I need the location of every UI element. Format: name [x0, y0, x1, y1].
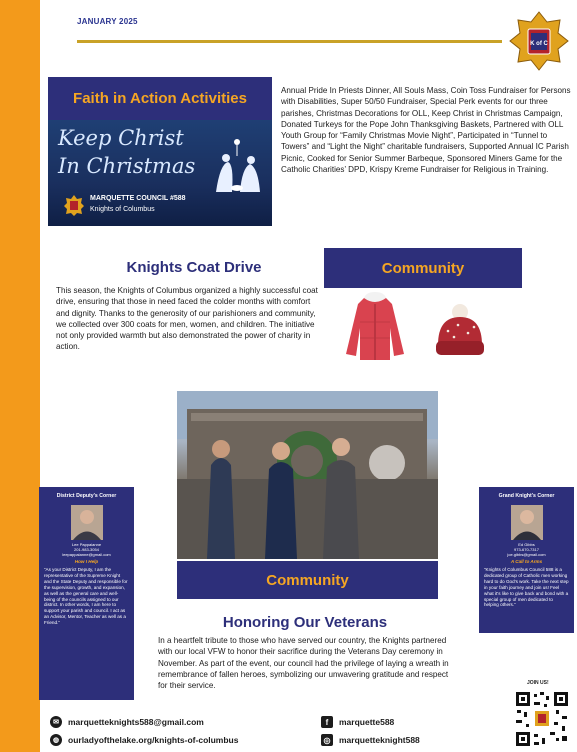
keep-christ-image [48, 120, 272, 226]
email-address[interactable]: marquetteknights588@gmail.com [68, 717, 204, 727]
community-banner-coat [324, 248, 522, 288]
website-link[interactable]: ourladyofthelake.org/knights-of-columbus [68, 735, 239, 745]
instagram-handle[interactable]: marquetteknight588 [339, 735, 420, 745]
veterans-photo-scene [177, 391, 438, 559]
veterans-ceremony-photo [177, 391, 438, 559]
globe-icon: ◍ [50, 734, 62, 746]
grand-knight-title: Grand Knight's Corner [498, 493, 555, 499]
emblem-letters: K of C [530, 41, 548, 47]
keep-christ-org: Knights of Columbus [90, 206, 155, 213]
beanie-hat-icon [432, 303, 488, 359]
grand-knight-subtitle: A Call to Arms [510, 559, 543, 564]
faith-in-action-title: Faith in Action Activities [73, 90, 247, 107]
issue-date: JANUARY 2025 [77, 17, 138, 26]
keep-christ-council: MARQUETTE COUNCIL #588 [90, 195, 186, 202]
veterans-description: In a heartfelt tribute to those who have served our country, the Knights partnered with our local VFW to honor their sacrifice during the Veterans Day ceremony in November. As part of the event, our council had the privilege of laying a wreath in remembrance of fallen heroes, symbolizing our unwavering gratitude and respect for their service. [158, 636, 449, 691]
grand-knight-name: Ed Gibbs [518, 542, 535, 547]
header-divider [77, 40, 502, 43]
faith-in-action-description: Annual Pride In Priests Dinner, All Souls Mass, Coin Toss Fundraiser for Persons with Disabilities, Super 50/50 Fundraiser, Special Perk events for our three parishes, Christmas Decorations for OLL, Keep Christ in Christmas Campaign, Donated Turkeys for the Pope John Thanksgiving Baskets, Partnered with OLL Youth Group for “Family Christmas Movie Night”, Participated in “Tunnel to Towers” and “Light the Night” charitable fundraisers, Supported Annual IC Parish Picnic, Cooked for Senior Summer Barbeque, Sponsored Miners Game for the Catholic Charities’ DPD, Krispy Kreme Fundraiser for Religious in Training. [281, 86, 571, 175]
veterans-title: Honoring Our Veterans [222, 614, 388, 631]
instagram-contact[interactable] [321, 734, 420, 746]
knights-of-columbus-emblem-icon [508, 10, 570, 72]
join-us-label: JOIN US! [527, 680, 549, 686]
district-deputy-photo [71, 505, 103, 540]
email-icon: ✉ [50, 716, 62, 728]
facebook-icon: f [321, 716, 333, 728]
community-banner-label-2: Community [266, 571, 349, 589]
grand-knight-corner [479, 487, 574, 633]
winter-jacket-icon [338, 292, 412, 362]
instagram-icon: ◎ [321, 734, 333, 746]
grand-knight-text: “Knights of Columbus Council 588 is a dedicated group of Catholic men working hard to do God’s work. Take the next step in your faith journey and join us! Feel what it’s like to give back and bond with a special group of men dedicated to helping others.” [484, 567, 569, 608]
community-banner-label: Community [381, 259, 465, 277]
faith-in-action-banner [48, 77, 272, 120]
facebook-contact[interactable] [321, 716, 394, 728]
community-banner-veterans [177, 561, 438, 599]
qr-code-icon[interactable] [514, 690, 570, 748]
district-deputy-name: Lee Pappaianne [71, 542, 102, 547]
facebook-handle[interactable]: marquette588 [339, 717, 395, 727]
district-deputy-title: District Deputy's Corner [56, 493, 117, 499]
grand-knight-photo [511, 505, 543, 540]
district-deputy-phone: 201-983-3054 [74, 547, 99, 552]
kofc-small-emblem-icon [64, 194, 84, 216]
coat-drive-description: This season, the Knights of Columbus organized a highly successful coat drive, ensuring that those in need faced the colder months with comfort and dignity. Thanks to the generosity of our parishioners and community, we collected over 300 coats for men, women, and children. The initiative not only provided warmth but also demonstrated the power of charity in action. [56, 286, 318, 352]
website-contact[interactable] [50, 734, 238, 746]
keep-christ-line1: Keep Christ [58, 126, 184, 150]
nativity-icon [206, 134, 268, 194]
district-deputy-corner [39, 487, 134, 700]
grand-knight-email: joe.gibbs@gmail.com [507, 552, 546, 557]
coat-drive-title: Knights Coat Drive [126, 259, 262, 276]
district-deputy-text: “As your District Deputy, I am the representative of the Supreme Knight and the State Deputy and responsible for the supervision, growth, and expansion, as well as the general care and well-being of the councils assigned to our district. In other words, I am here to support your parish and council. I act as an Advisor, Mentor, Teacher as well as a Friend.” [44, 567, 128, 626]
district-deputy-email: leepappaianne@gmail.com [62, 552, 111, 557]
side-accent-strip [0, 0, 40, 752]
district-deputy-subtitle: How I Help [74, 559, 99, 564]
grand-knight-phone: 973-670-7317 [514, 547, 539, 552]
email-contact[interactable] [50, 716, 204, 728]
keep-christ-line2: In Christmas [58, 154, 196, 178]
